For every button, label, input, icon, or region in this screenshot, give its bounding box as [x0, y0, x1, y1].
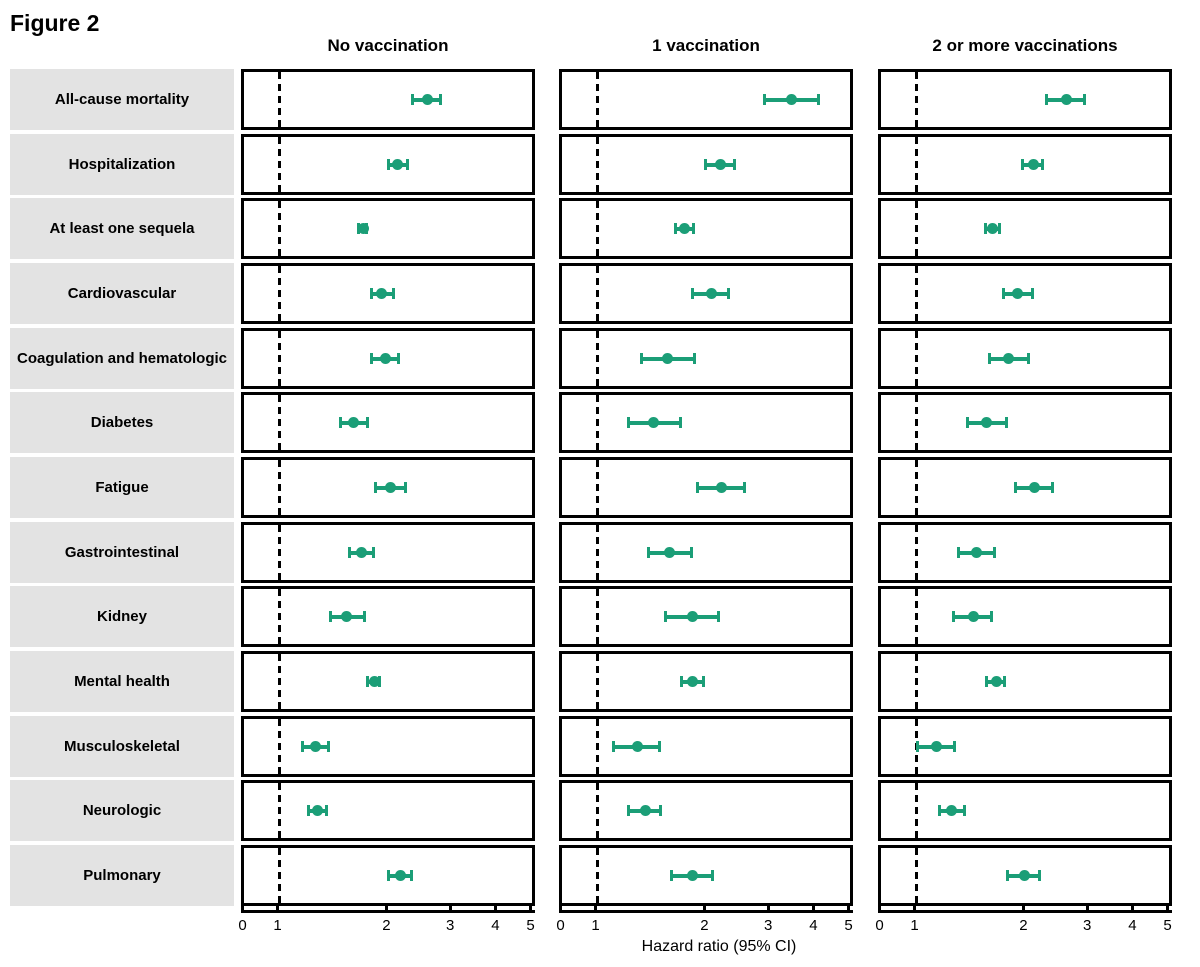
point-estimate-marker — [664, 547, 675, 558]
forest-panel — [878, 845, 1172, 906]
row-label-diabetes: Diabetes — [10, 392, 234, 453]
point-estimate-marker — [987, 223, 998, 234]
x-axis-tick-label: 5 — [844, 917, 853, 934]
row-label-neurologic: Neurologic — [10, 780, 234, 841]
point-estimate-marker — [632, 741, 643, 752]
reference-line-hr1 — [596, 331, 599, 386]
row-label-musculoskeletal: Musculoskeletal — [10, 716, 234, 777]
forest-panel — [559, 780, 853, 841]
ci-cap-lower — [348, 547, 351, 558]
x-axis-tick-label: 4 — [809, 917, 818, 934]
ci-cap-lower — [664, 611, 667, 622]
forest-panel — [241, 780, 535, 841]
point-estimate-marker — [1019, 870, 1030, 881]
ci-cap-upper — [693, 353, 696, 364]
ci-cap-upper — [963, 805, 966, 816]
forest-panel — [878, 651, 1172, 712]
ci-cap-lower — [301, 741, 304, 752]
ci-cap-upper — [690, 547, 693, 558]
x-axis-tick — [241, 904, 244, 910]
ci-cap-upper — [711, 870, 714, 881]
reference-line-hr1 — [278, 783, 281, 838]
ci-cap-lower — [1045, 94, 1048, 105]
row-label-fatigue: Fatigue — [10, 457, 234, 518]
reference-line-hr1 — [915, 266, 918, 321]
ci-cap-upper — [658, 741, 661, 752]
row-label-mental-health: Mental health — [10, 651, 234, 712]
ci-cap-lower — [1014, 482, 1017, 493]
x-axis-title: Hazard ratio (95% CI) — [641, 938, 797, 955]
forest-panel — [559, 69, 853, 130]
reference-line-hr1 — [278, 395, 281, 450]
reference-line-hr1 — [596, 589, 599, 644]
point-estimate-marker — [662, 353, 673, 364]
ci-cap-upper — [1041, 159, 1044, 170]
x-axis-tick — [449, 904, 452, 910]
ci-cap-lower — [339, 417, 342, 428]
forest-panel — [559, 392, 853, 453]
x-axis — [238, 910, 535, 967]
reference-line-hr1 — [278, 654, 281, 709]
reference-line-hr1 — [596, 460, 599, 515]
reference-line-hr1 — [915, 460, 918, 515]
ci-cap-lower — [374, 482, 377, 493]
x-axis-tick-label: 1 — [910, 917, 919, 934]
ci-cap-lower — [674, 223, 677, 234]
reference-line-hr1 — [278, 72, 281, 127]
point-estimate-marker — [715, 159, 726, 170]
ci-cap-upper — [717, 611, 720, 622]
x-axis-tick-label: 1 — [273, 917, 282, 934]
ci-cap-lower — [916, 741, 919, 752]
x-axis-tick-label: 0 — [556, 917, 565, 934]
column-header-2-or-more-vaccinations: 2 or more vaccinations — [932, 36, 1118, 55]
ci-cap-lower — [411, 94, 414, 105]
forest-panel — [241, 392, 535, 453]
row-label-gastrointestinal: Gastrointestinal — [10, 522, 234, 583]
x-axis-tick — [529, 904, 532, 910]
row-label-all-cause-mortality: All-cause mortality — [10, 69, 234, 130]
reference-line-hr1 — [278, 266, 281, 321]
ci-cap-upper — [392, 288, 395, 299]
point-estimate-marker — [716, 482, 727, 493]
x-axis-line — [241, 910, 535, 913]
ci-cap-lower — [696, 482, 699, 493]
reference-line-hr1 — [915, 654, 918, 709]
ci-cap-upper — [404, 482, 407, 493]
ci-cap-upper — [679, 417, 682, 428]
ci-cap-upper — [993, 547, 996, 558]
ci-cap-upper — [372, 547, 375, 558]
ci-cap-upper — [817, 94, 820, 105]
ci-cap-lower — [647, 547, 650, 558]
x-axis-tick — [494, 904, 497, 910]
forest-panel — [241, 586, 535, 647]
point-estimate-marker — [786, 94, 797, 105]
forest-panel — [878, 328, 1172, 389]
point-estimate-marker — [687, 870, 698, 881]
reference-line-hr1 — [278, 331, 281, 386]
forest-panel — [878, 716, 1172, 777]
x-axis — [875, 910, 1172, 967]
ci-cap-upper — [1031, 288, 1034, 299]
ci-cap-lower — [988, 353, 991, 364]
row-label-pulmonary: Pulmonary — [10, 845, 234, 906]
ci-cap-lower — [1006, 870, 1009, 881]
x-axis-tick — [1022, 904, 1025, 910]
forest-panel — [878, 198, 1172, 259]
ci-cap-upper — [439, 94, 442, 105]
forest-panel — [241, 69, 535, 130]
point-estimate-marker — [648, 417, 659, 428]
ci-cap-lower — [670, 870, 673, 881]
forest-panel — [878, 586, 1172, 647]
point-estimate-marker — [310, 741, 321, 752]
reference-line-hr1 — [596, 783, 599, 838]
x-axis-tick — [878, 904, 881, 910]
ci-cap-upper — [727, 288, 730, 299]
ci-cap-lower — [627, 805, 630, 816]
point-estimate-marker — [358, 223, 369, 234]
point-estimate-marker — [981, 417, 992, 428]
ci-cap-lower — [329, 611, 332, 622]
point-estimate-marker — [640, 805, 651, 816]
point-estimate-marker — [348, 417, 359, 428]
ci-cap-lower — [763, 94, 766, 105]
ci-cap-upper — [1038, 870, 1041, 881]
x-axis-tick-label: 3 — [1083, 917, 1092, 934]
ci-cap-lower — [680, 676, 683, 687]
x-axis-tick-label: 2 — [1019, 917, 1028, 934]
ci-cap-lower — [691, 288, 694, 299]
x-axis-tick-label: 4 — [1128, 917, 1137, 934]
point-estimate-marker — [706, 288, 717, 299]
forest-panel — [241, 651, 535, 712]
forest-panel — [241, 522, 535, 583]
forest-panel — [559, 522, 853, 583]
row-label-kidney: Kidney — [10, 586, 234, 647]
ci-cap-lower — [938, 805, 941, 816]
x-axis-tick — [1131, 904, 1134, 910]
reference-line-hr1 — [596, 72, 599, 127]
reference-line-hr1 — [278, 719, 281, 774]
x-axis-tick-label: 0 — [238, 917, 247, 934]
row-label-at-least-one-sequela: At least one sequela — [10, 198, 234, 259]
ci-cap-upper — [953, 741, 956, 752]
x-axis-tick-label: 3 — [764, 917, 773, 934]
x-axis-tick — [767, 904, 770, 910]
ci-cap-upper — [325, 805, 328, 816]
ci-cap-lower — [957, 547, 960, 558]
x-axis-tick-label: 2 — [382, 917, 391, 934]
point-estimate-marker — [1029, 482, 1040, 493]
ci-cap-lower — [370, 288, 373, 299]
row-label-coagulation-and-hematologic: Coagulation and hematologic — [10, 328, 234, 389]
reference-line-hr1 — [596, 719, 599, 774]
column-header-no-vaccination: No vaccination — [327, 36, 449, 55]
point-estimate-marker — [1003, 353, 1014, 364]
point-estimate-marker — [931, 741, 942, 752]
ci-cap-lower — [612, 741, 615, 752]
x-axis-tick — [913, 904, 916, 910]
ci-cap-upper — [743, 482, 746, 493]
point-estimate-marker — [395, 870, 406, 881]
point-estimate-marker — [687, 676, 698, 687]
ci-cap-lower — [704, 159, 707, 170]
x-axis-tick — [276, 904, 279, 910]
reference-line-hr1 — [278, 525, 281, 580]
ci-cap-upper — [1027, 353, 1030, 364]
reference-line-hr1 — [596, 654, 599, 709]
x-axis-tick-label: 5 — [1163, 917, 1172, 934]
forest-panel — [559, 328, 853, 389]
x-axis-line — [559, 910, 853, 913]
reference-line-hr1 — [915, 589, 918, 644]
reference-line-hr1 — [915, 137, 918, 192]
ci-cap-lower — [387, 159, 390, 170]
point-estimate-marker — [341, 611, 352, 622]
column-header-1-vaccination: 1 vaccination — [652, 36, 760, 55]
ci-cap-upper — [366, 417, 369, 428]
x-axis-tick-label: 3 — [446, 917, 455, 934]
point-estimate-marker — [968, 611, 979, 622]
forest-panel — [559, 263, 853, 324]
reference-line-hr1 — [915, 331, 918, 386]
forest-panel — [878, 392, 1172, 453]
ci-cap-upper — [1083, 94, 1086, 105]
forest-panel — [559, 651, 853, 712]
point-estimate-marker — [946, 805, 957, 816]
x-axis-tick — [812, 904, 815, 910]
forest-panel — [241, 845, 535, 906]
forest-panel — [878, 522, 1172, 583]
point-estimate-marker — [385, 482, 396, 493]
x-axis-line — [878, 910, 1172, 913]
forest-panel — [559, 134, 853, 195]
reference-line-hr1 — [596, 395, 599, 450]
forest-panel — [241, 328, 535, 389]
ci-cap-lower — [627, 417, 630, 428]
reference-line-hr1 — [915, 783, 918, 838]
ci-cap-upper — [659, 805, 662, 816]
x-axis-tick — [847, 904, 850, 910]
point-estimate-marker — [356, 547, 367, 558]
point-estimate-marker — [991, 676, 1002, 687]
reference-line-hr1 — [915, 848, 918, 903]
reference-line-hr1 — [596, 266, 599, 321]
forest-panel — [241, 457, 535, 518]
ci-cap-lower — [370, 353, 373, 364]
reference-line-hr1 — [278, 460, 281, 515]
reference-line-hr1 — [596, 525, 599, 580]
x-axis-tick-label: 0 — [875, 917, 884, 934]
x-axis-tick-label: 5 — [526, 917, 535, 934]
ci-cap-upper — [1003, 676, 1006, 687]
x-axis-tick-label: 2 — [700, 917, 709, 934]
reference-line-hr1 — [596, 848, 599, 903]
point-estimate-marker — [380, 353, 391, 364]
forest-panel — [559, 198, 853, 259]
ci-cap-lower — [985, 676, 988, 687]
row-label-cardiovascular: Cardiovascular — [10, 263, 234, 324]
x-axis-tick — [385, 904, 388, 910]
forest-panel — [241, 716, 535, 777]
point-estimate-marker — [392, 159, 403, 170]
x-axis-tick — [559, 904, 562, 910]
forest-panel — [559, 586, 853, 647]
ci-cap-upper — [733, 159, 736, 170]
ci-cap-lower — [640, 353, 643, 364]
reference-line-hr1 — [278, 589, 281, 644]
forest-panel — [878, 457, 1172, 518]
point-estimate-marker — [312, 805, 323, 816]
ci-cap-upper — [1051, 482, 1054, 493]
forest-panel — [241, 198, 535, 259]
ci-cap-lower — [1021, 159, 1024, 170]
reference-line-hr1 — [278, 201, 281, 256]
ci-cap-lower — [307, 805, 310, 816]
point-estimate-marker — [1028, 159, 1039, 170]
ci-cap-lower — [966, 417, 969, 428]
row-label-hospitalization: Hospitalization — [10, 134, 234, 195]
x-axis-tick — [1086, 904, 1089, 910]
point-estimate-marker — [1061, 94, 1072, 105]
reference-line-hr1 — [596, 201, 599, 256]
ci-cap-lower — [952, 611, 955, 622]
point-estimate-marker — [687, 611, 698, 622]
forest-panel — [878, 69, 1172, 130]
x-axis-tick-label: 4 — [491, 917, 500, 934]
forest-panel — [559, 716, 853, 777]
point-estimate-marker — [679, 223, 690, 234]
reference-line-hr1 — [915, 395, 918, 450]
forest-panel — [241, 134, 535, 195]
forest-panel — [559, 457, 853, 518]
ci-cap-upper — [397, 353, 400, 364]
ci-cap-upper — [1005, 417, 1008, 428]
forest-panel — [878, 263, 1172, 324]
forest-panel — [241, 263, 535, 324]
ci-cap-lower — [387, 870, 390, 881]
reference-line-hr1 — [915, 525, 918, 580]
ci-cap-upper — [363, 611, 366, 622]
figure-title: Figure 2 — [10, 10, 100, 36]
point-estimate-marker — [1012, 288, 1023, 299]
point-estimate-marker — [422, 94, 433, 105]
ci-cap-upper — [702, 676, 705, 687]
ci-cap-lower — [1002, 288, 1005, 299]
reference-line-hr1 — [596, 137, 599, 192]
ci-cap-upper — [406, 159, 409, 170]
ci-cap-upper — [998, 223, 1001, 234]
point-estimate-marker — [376, 288, 387, 299]
reference-line-hr1 — [278, 137, 281, 192]
x-axis-tick-label: 1 — [591, 917, 600, 934]
ci-cap-upper — [410, 870, 413, 881]
forest-panel — [878, 134, 1172, 195]
point-estimate-marker — [971, 547, 982, 558]
reference-line-hr1 — [915, 201, 918, 256]
reference-line-hr1 — [915, 72, 918, 127]
forest-panel — [559, 845, 853, 906]
ci-cap-upper — [327, 741, 330, 752]
x-axis-tick — [1166, 904, 1169, 910]
x-axis-tick — [594, 904, 597, 910]
ci-cap-upper — [692, 223, 695, 234]
reference-line-hr1 — [278, 848, 281, 903]
ci-cap-upper — [990, 611, 993, 622]
x-axis-tick — [703, 904, 706, 910]
forest-panel — [878, 780, 1172, 841]
